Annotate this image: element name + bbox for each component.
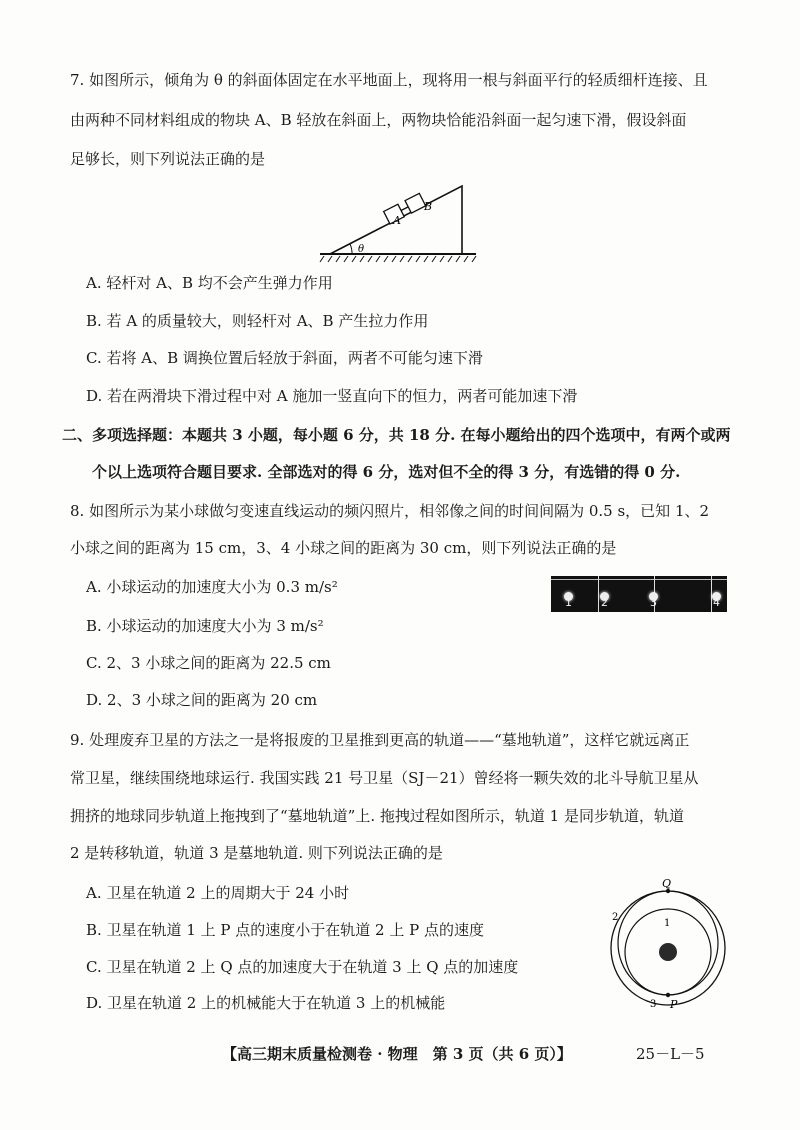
q9-stem-line-3: 拥挤的地球同步轨道上拖拽到了“墓地轨道”上. 拖拽过程如图所示，轨道 1 是同步轨道，轨道 (70, 807, 684, 825)
section2-heading-line-2: 个以上选项符合题目要求. 全部选对的得 6 分，选对但不全的得 3 分，有选错的得 0 分. (92, 463, 681, 481)
q7-angle-label: θ (358, 244, 365, 255)
q9-stem-line-4: 2 是转移轨道，轨道 3 是墓地轨道. 则下列说法正确的是 (70, 844, 443, 862)
q7-option-d: D. 若在两滑块下滑过程中对 A 施加一竖直向下的恒力，两者可能加速下滑 (86, 387, 578, 405)
q8-option-d: D. 2、3 小球之间的距离为 20 cm (86, 691, 318, 709)
q9-point-p (666, 993, 670, 997)
q9-earth (659, 943, 677, 961)
q8-ball-label-2: 2 (601, 596, 608, 609)
q9-option-a: A. 卫星在轨道 2 上的周期大于 24 小时 (86, 884, 350, 902)
section2-heading-line-1: 二、多项选择题：本题共 3 小题，每小题 6 分，共 18 分. 在每小题给出的四个选项中，有两个或两 (62, 426, 731, 444)
q8-photo-divider (598, 576, 599, 612)
q7-stem-line-1: 7. 如图所示，倾角为 θ 的斜面体固定在水平地面上，现将用一根与斜面平行的轻质细杆连接、且 (70, 71, 708, 89)
q9-option-d: D. 卫星在轨道 2 上的机械能大于在轨道 3 上的机械能 (86, 994, 446, 1012)
q7-block-b-label: B (424, 200, 433, 213)
q7-stem-line-2: 由两种不同材料组成的物块 A、B 轻放在斜面上，两物块恰能沿斜面一起匀速下滑，假设斜面 (70, 111, 687, 129)
q7-stem-line-3: 足够长，则下列说法正确的是 (70, 150, 266, 168)
q9-label-orbit-2: 2 (612, 912, 619, 923)
q7-option-b: B. 若 A 的质量较大，则轻杆对 A、B 产生拉力作用 (86, 312, 429, 330)
q8-option-b: B. 小球运动的加速度大小为 3 m/s² (86, 617, 324, 635)
q9-stem-line-1: 9. 处理废弃卫星的方法之一是将报废的卫星推到更高的轨道——“墓地轨道”，这样它就远离正 (70, 731, 690, 749)
q9-orbit-figure (606, 876, 736, 1011)
q8-ball-label-4: 4 (713, 596, 720, 609)
q9-option-b: B. 卫星在轨道 1 上 P 点的速度小于在轨道 2 上 P 点的速度 (86, 921, 484, 939)
q8-ball-label-3: 3 (650, 596, 657, 609)
q9-label-p: P (670, 998, 678, 1011)
q8-option-a: A. 小球运动的加速度大小为 0.3 m/s² (86, 578, 338, 596)
q8-photo-scale-line (551, 579, 727, 580)
q8-stem-line-1: 8. 如图所示为某小球做匀变速直线运动的频闪照片，相邻像之间的时间间隔为 0.5 s，已知 1、2 (70, 502, 710, 520)
q9-label-orbit-3: 3 (650, 999, 657, 1010)
q9-label-q: Q (662, 877, 672, 890)
q8-strobe-photo (551, 576, 727, 612)
page-footer-title: 【高三期末质量检测卷 · 物理 第 3 页（共 6 页）】 (222, 1045, 572, 1063)
page-footer-code: 25－L－5 (636, 1045, 705, 1063)
q9-stem-line-2: 常卫星，继续围绕地球运行. 我国实践 21 号卫星（SJ－21）曾经将一颗失效的北斗导航卫星从 (70, 769, 699, 787)
q7-option-c: C. 若将 A、B 调换位置后轻放于斜面，两者不可能匀速下滑 (86, 349, 483, 367)
q8-option-c: C. 2、3 小球之间的距离为 22.5 cm (86, 654, 331, 672)
q7-block-a-label: A (393, 214, 401, 227)
q7-option-a: A. 轻杆对 A、B 均不会产生弹力作用 (86, 274, 333, 292)
q9-option-c: C. 卫星在轨道 2 上 Q 点的加速度大于在轨道 3 上 Q 点的加速度 (86, 958, 519, 976)
q8-ball-label-1: 1 (565, 596, 572, 609)
q7-incline-figure (318, 180, 478, 270)
q8-stem-line-2: 小球之间的距离为 15 cm，3、4 小球之间的距离为 30 cm，则下列说法正确的是 (70, 539, 617, 557)
q9-label-orbit-1: 1 (664, 918, 671, 929)
